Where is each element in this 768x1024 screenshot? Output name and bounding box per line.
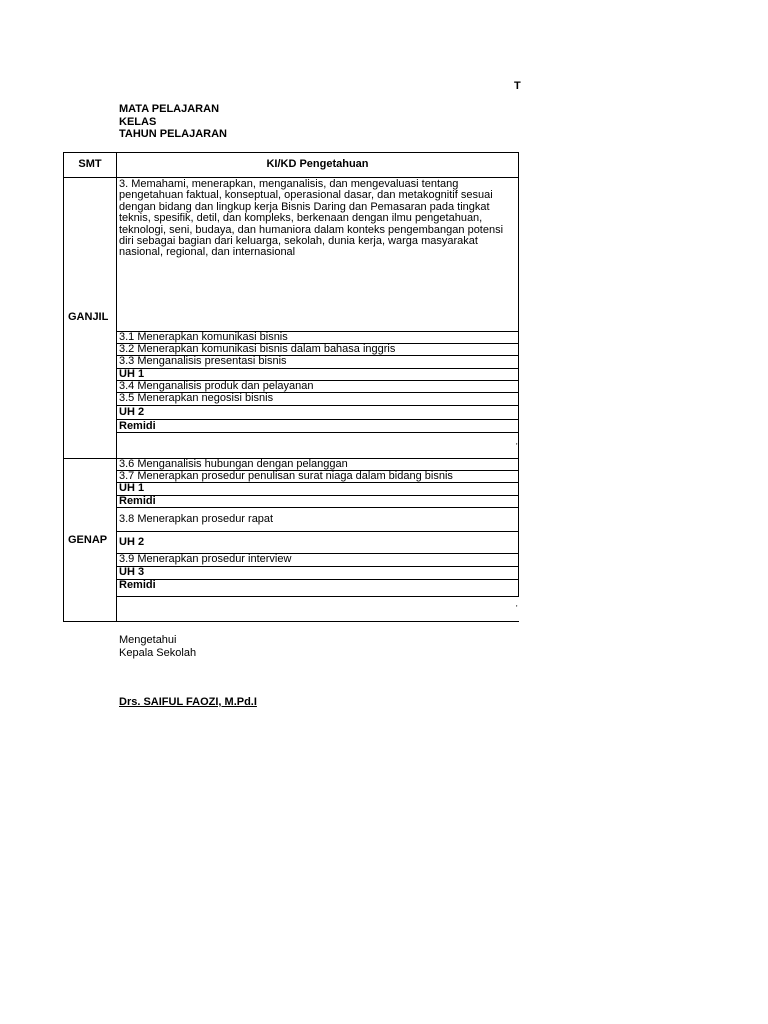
kd-row-3-1: 3.1 Menerapkan komunikasi bisnis	[119, 331, 288, 343]
uh-row: UH 3	[119, 566, 145, 578]
table-left-border	[63, 152, 64, 622]
class-label: KELAS	[119, 116, 157, 128]
semester-separator	[63, 458, 117, 459]
row-line	[116, 579, 519, 580]
uh-row: UH 2	[119, 536, 145, 548]
uh-row: UH 2	[119, 406, 145, 418]
table-top-border	[63, 152, 519, 153]
clipped-mark: '	[516, 604, 518, 613]
table-right-border-lower	[518, 458, 519, 597]
kd-row-3-6: 3.6 Menganalisis hubungan dengan pelanggan	[119, 458, 348, 470]
row-line	[116, 368, 519, 369]
remidi-row: Remidi	[119, 579, 156, 591]
kd-row-3-5: 3.5 Menerapkan negosisi bisnis	[119, 392, 274, 404]
signature-role: Kepala Sekolah	[119, 647, 197, 659]
subject-label: MATA PELAJARAN	[119, 103, 220, 115]
page-title-fragment: T	[514, 80, 521, 92]
signature-name: Drs. SAIFUL FAOZI, M.Pd.I	[119, 696, 257, 708]
kd-row-3-7: 3.7 Menerapkan prosedur penulisan surat niaga dalam bidang bisnis	[119, 470, 453, 482]
row-line	[116, 507, 519, 508]
row-line	[116, 531, 519, 532]
row-line	[116, 405, 519, 406]
kd-row-3-2: 3.2 Menerapkan komunikasi bisnis dalam bahasa inggris	[119, 343, 396, 355]
row-line	[116, 566, 519, 567]
header-smt: SMT	[78, 158, 102, 170]
row-line	[116, 432, 519, 433]
kd-row-3-8: 3.8 Menerapkan prosedur rapat	[119, 513, 274, 525]
kd-row-3-3: 3.3 Menganalisis presentasi bisnis	[119, 355, 287, 367]
column-divider	[116, 152, 117, 622]
year-label: TAHUN PELAJARAN	[119, 128, 227, 140]
semester-ganjil-label: GANJIL	[68, 311, 109, 323]
ki-paragraph: 3. Memahami, menerapkan, menganalisis, dan mengevaluasi tentang pengetahuan faktual, konseptual, operasional dasar, dan metakognitif sesuai dengan bidang dan lingkup kerja Bisnis Daring dan Pemasaran pada tingkat teknis, spesifik, detil, dan kompleks, berkenaan dengan ilmu pengetahuan, teknologi, seni, budaya, dan humaniora dalam konteks pengembangan potensi diri sebagai bagian dari keluarga, sekolah, dunia kerja, warga masyarakat nasional, regional, dan internasional	[119, 178, 504, 259]
table-bottom-border	[63, 621, 519, 622]
remidi-row: Remidi	[119, 495, 156, 507]
row-line	[116, 419, 519, 420]
kd-row-3-9: 3.9 Menerapkan prosedur interview	[119, 553, 292, 565]
row-line	[116, 596, 519, 597]
clipped-mark: '	[516, 442, 518, 451]
semester-genap-label: GENAP	[68, 534, 108, 546]
signature-acknowledge: Mengetahui	[119, 634, 177, 646]
uh-row: UH 1	[119, 368, 145, 380]
kd-row-3-4: 3.4 Menganalisis produk dan pelayanan	[119, 380, 314, 392]
remidi-row: Remidi	[119, 420, 156, 432]
row-line	[116, 495, 519, 496]
uh-row: UH 1	[119, 482, 145, 494]
header-kikd: KI/KD Pengetahuan	[266, 158, 369, 170]
